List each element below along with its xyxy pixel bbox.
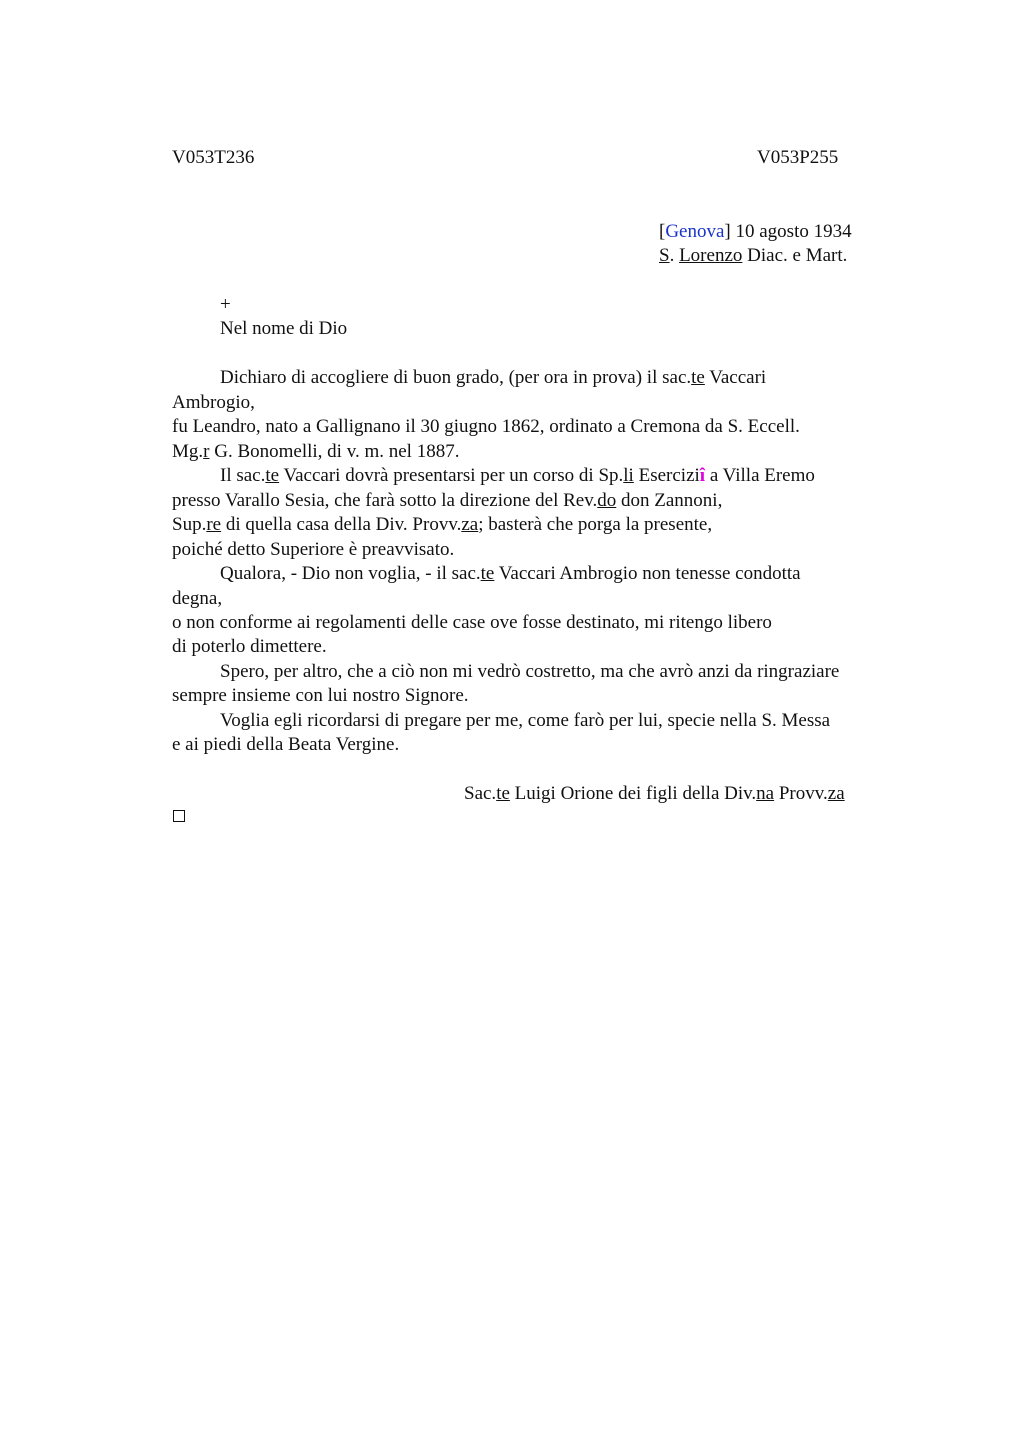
text-run: Provv. — [774, 783, 828, 804]
body-line-10: degna, — [172, 588, 223, 609]
abbrev-superscript: na — [756, 783, 775, 804]
text-run: Il sac. — [220, 465, 266, 486]
text-run: Vaccari Ambrogio non tenesse condotta — [494, 563, 801, 584]
signature — [464, 782, 845, 806]
highlighted-char: î — [699, 465, 706, 486]
text-run: G. Bonomelli, di v. m. nel 1887. — [209, 441, 460, 462]
body-line-14: sempre insieme con lui nostro Signore. — [172, 685, 469, 706]
abbrev-superscript: li — [623, 465, 634, 486]
bracket-open: [ — [659, 221, 666, 242]
text-run: Dichiaro di accogliere di buon grado, (per ora in prova) il sac. — [220, 367, 692, 388]
invocation: Nel nome di Dio — [220, 318, 348, 339]
saint-rest: Diac. e Mart. — [742, 245, 848, 266]
body-line-2: Ambrogio, — [172, 392, 255, 413]
abbrev-superscript: te — [265, 465, 280, 486]
abbrev-superscript: do — [597, 490, 617, 511]
empty-box-icon — [173, 810, 185, 822]
body-line-13: Spero, per altro, che a ciò non mi vedrò costretto, ma che avrò anzi da ringraziare — [220, 661, 840, 682]
right-code: V053P255 — [757, 147, 839, 168]
text-run: Sac. — [464, 783, 497, 804]
text-run: Mg. — [172, 441, 204, 462]
date-text: ] 10 agosto 1934 — [724, 221, 852, 242]
body-line-3: fu Leandro, nato a Gallignano il 30 giugno 1862, ordinato a Cremona da S. Eccell. — [172, 416, 800, 437]
text-run: presso Varallo Sesia, che farà sotto la direzione del Rev. — [172, 490, 598, 511]
body-line-9 — [220, 562, 801, 586]
text-run: a Villa Eremo — [705, 465, 815, 486]
abbrev-superscript: r — [203, 441, 210, 462]
place-name: Genova — [665, 221, 725, 242]
body-line-12: di poterlo dimettere. — [172, 636, 327, 657]
body-line-5 — [220, 464, 815, 488]
text-run: Sup. — [172, 514, 207, 535]
text-run: don Zannoni, — [616, 490, 723, 511]
body-line-8: poiché detto Superiore è preavvisato. — [172, 539, 455, 560]
body-line-11: o non conforme ai regolamenti delle case ove fosse destinato, mi ritengo libero — [172, 612, 772, 633]
abbrev-superscript: za — [827, 783, 845, 804]
text-run: ; basterà che porga la presente, — [478, 514, 713, 535]
text-run: Vaccari dovrà presentarsi per un corso di Sp. — [279, 465, 624, 486]
body-line-16: e ai piedi della Beata Vergine. — [172, 734, 400, 755]
body-line-4 — [172, 440, 459, 464]
dateline — [659, 220, 852, 244]
body-line-1 — [220, 366, 766, 390]
text-run: di quella casa della Div. Provv. — [221, 514, 462, 535]
cross-mark: + — [220, 294, 231, 315]
feast-line — [659, 244, 847, 268]
abbrev-superscript: re — [206, 514, 222, 535]
abbrev-superscript: te — [691, 367, 705, 388]
text-run: Qualora, - Dio non voglia, - il sac. — [220, 563, 481, 584]
text-run: Luigi Orione dei figli della Div. — [509, 783, 757, 804]
saint-dot: . — [669, 245, 680, 266]
abbrev-superscript: za — [461, 514, 479, 535]
saint-name: Lorenzo — [679, 245, 743, 266]
body-line-6 — [172, 489, 722, 513]
abbrev-superscript: te — [496, 783, 510, 804]
text-run: Esercizi — [633, 465, 700, 486]
left-code: V053T236 — [172, 147, 255, 168]
text-run: Vaccari — [704, 367, 767, 388]
abbrev-superscript: te — [480, 563, 495, 584]
body-line-15: Voglia egli ricordarsi di pregare per me, come farò per lui, specie nella S. Messa — [220, 710, 831, 731]
body-line-7 — [172, 513, 712, 537]
saint-abbrev: S — [659, 245, 670, 266]
